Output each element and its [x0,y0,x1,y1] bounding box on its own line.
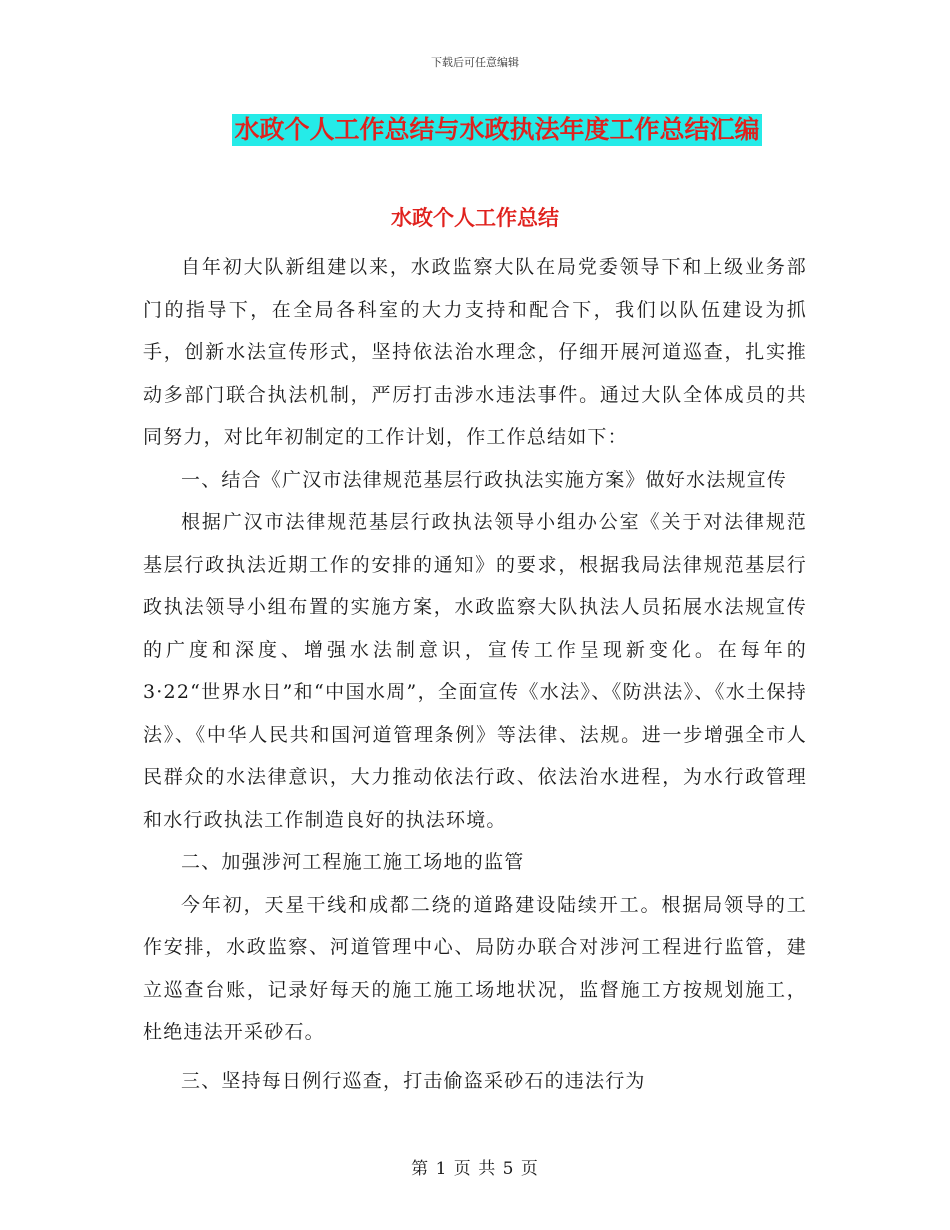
paragraph-section-2: 今年初，天星干线和成都二绕的道路建设陆续开工。根据局领导的工作安排，水政监察、河道管理中心、局防办联合对涉河工程进行监管，建立巡查台账，记录好每天的施工施工场地状况，监督施工方按规划施工，杜绝违法开采砂石。 [143,893,807,1043]
document-main-title: 水政个人工作总结与水政执法年度工作总结汇编 [234,115,760,144]
page-footer-number: 第 1 页 共 5 页 [411,1159,539,1179]
section-title: 水政个人工作总结 [391,206,559,230]
paragraph-section-1: 根据广汉市法律规范基层行政执法领导小组办公室《关于对法律规范基层行政执法近期工作的安排的通知》的要求，根据我局法律规范基层行政执法领导小组布置的实施方案，水政监察大队执法人员拓展水法规宣传的广度和深度、增强水法制意识，宣传工作呈现新变化。在每年的3·22“世界水日”和“中国水周”，全面宣传《水法》、《防洪法》、《水土保持法》、《中华人民共和国河道管理条例》等法律、法规。进一步增强全市人民群众的水法律意识，大力推动依法行政、依法治水进程，为水行政管理和水行政执法工作制造良好的执法环境。 [143,511,807,831]
page-header-note: 下载后可任意编辑 [431,56,519,69]
heading-section-1: 一、结合《广汉市法律规范基层行政执法实施方案》做好水法规宣传 [181,468,788,491]
document-body [143,246,807,1102]
heading-section-3: 三、坚持每日例行巡查，打击偷盗采砂石的违法行为 [181,1069,646,1092]
heading-section-2: 二、加强涉河工程施工施工场地的监管 [181,851,525,873]
main-title-container [0,114,950,146]
paragraph-intro: 自年初大队新组建以来，水政监察大队在局党委领导下和上级业务部门的指导下，在全局各科室的大力支持和配合下，我们以队伍建设为抓手，创新水法宣传形式，坚持依法治水理念，仔细开展河道巡查，扎实推动多部门联合执法机制，严厉打击涉水违法事件。通过大队全体成员的共同努力，对比年初制定的工作计划，作工作总结如下： [143,256,807,448]
